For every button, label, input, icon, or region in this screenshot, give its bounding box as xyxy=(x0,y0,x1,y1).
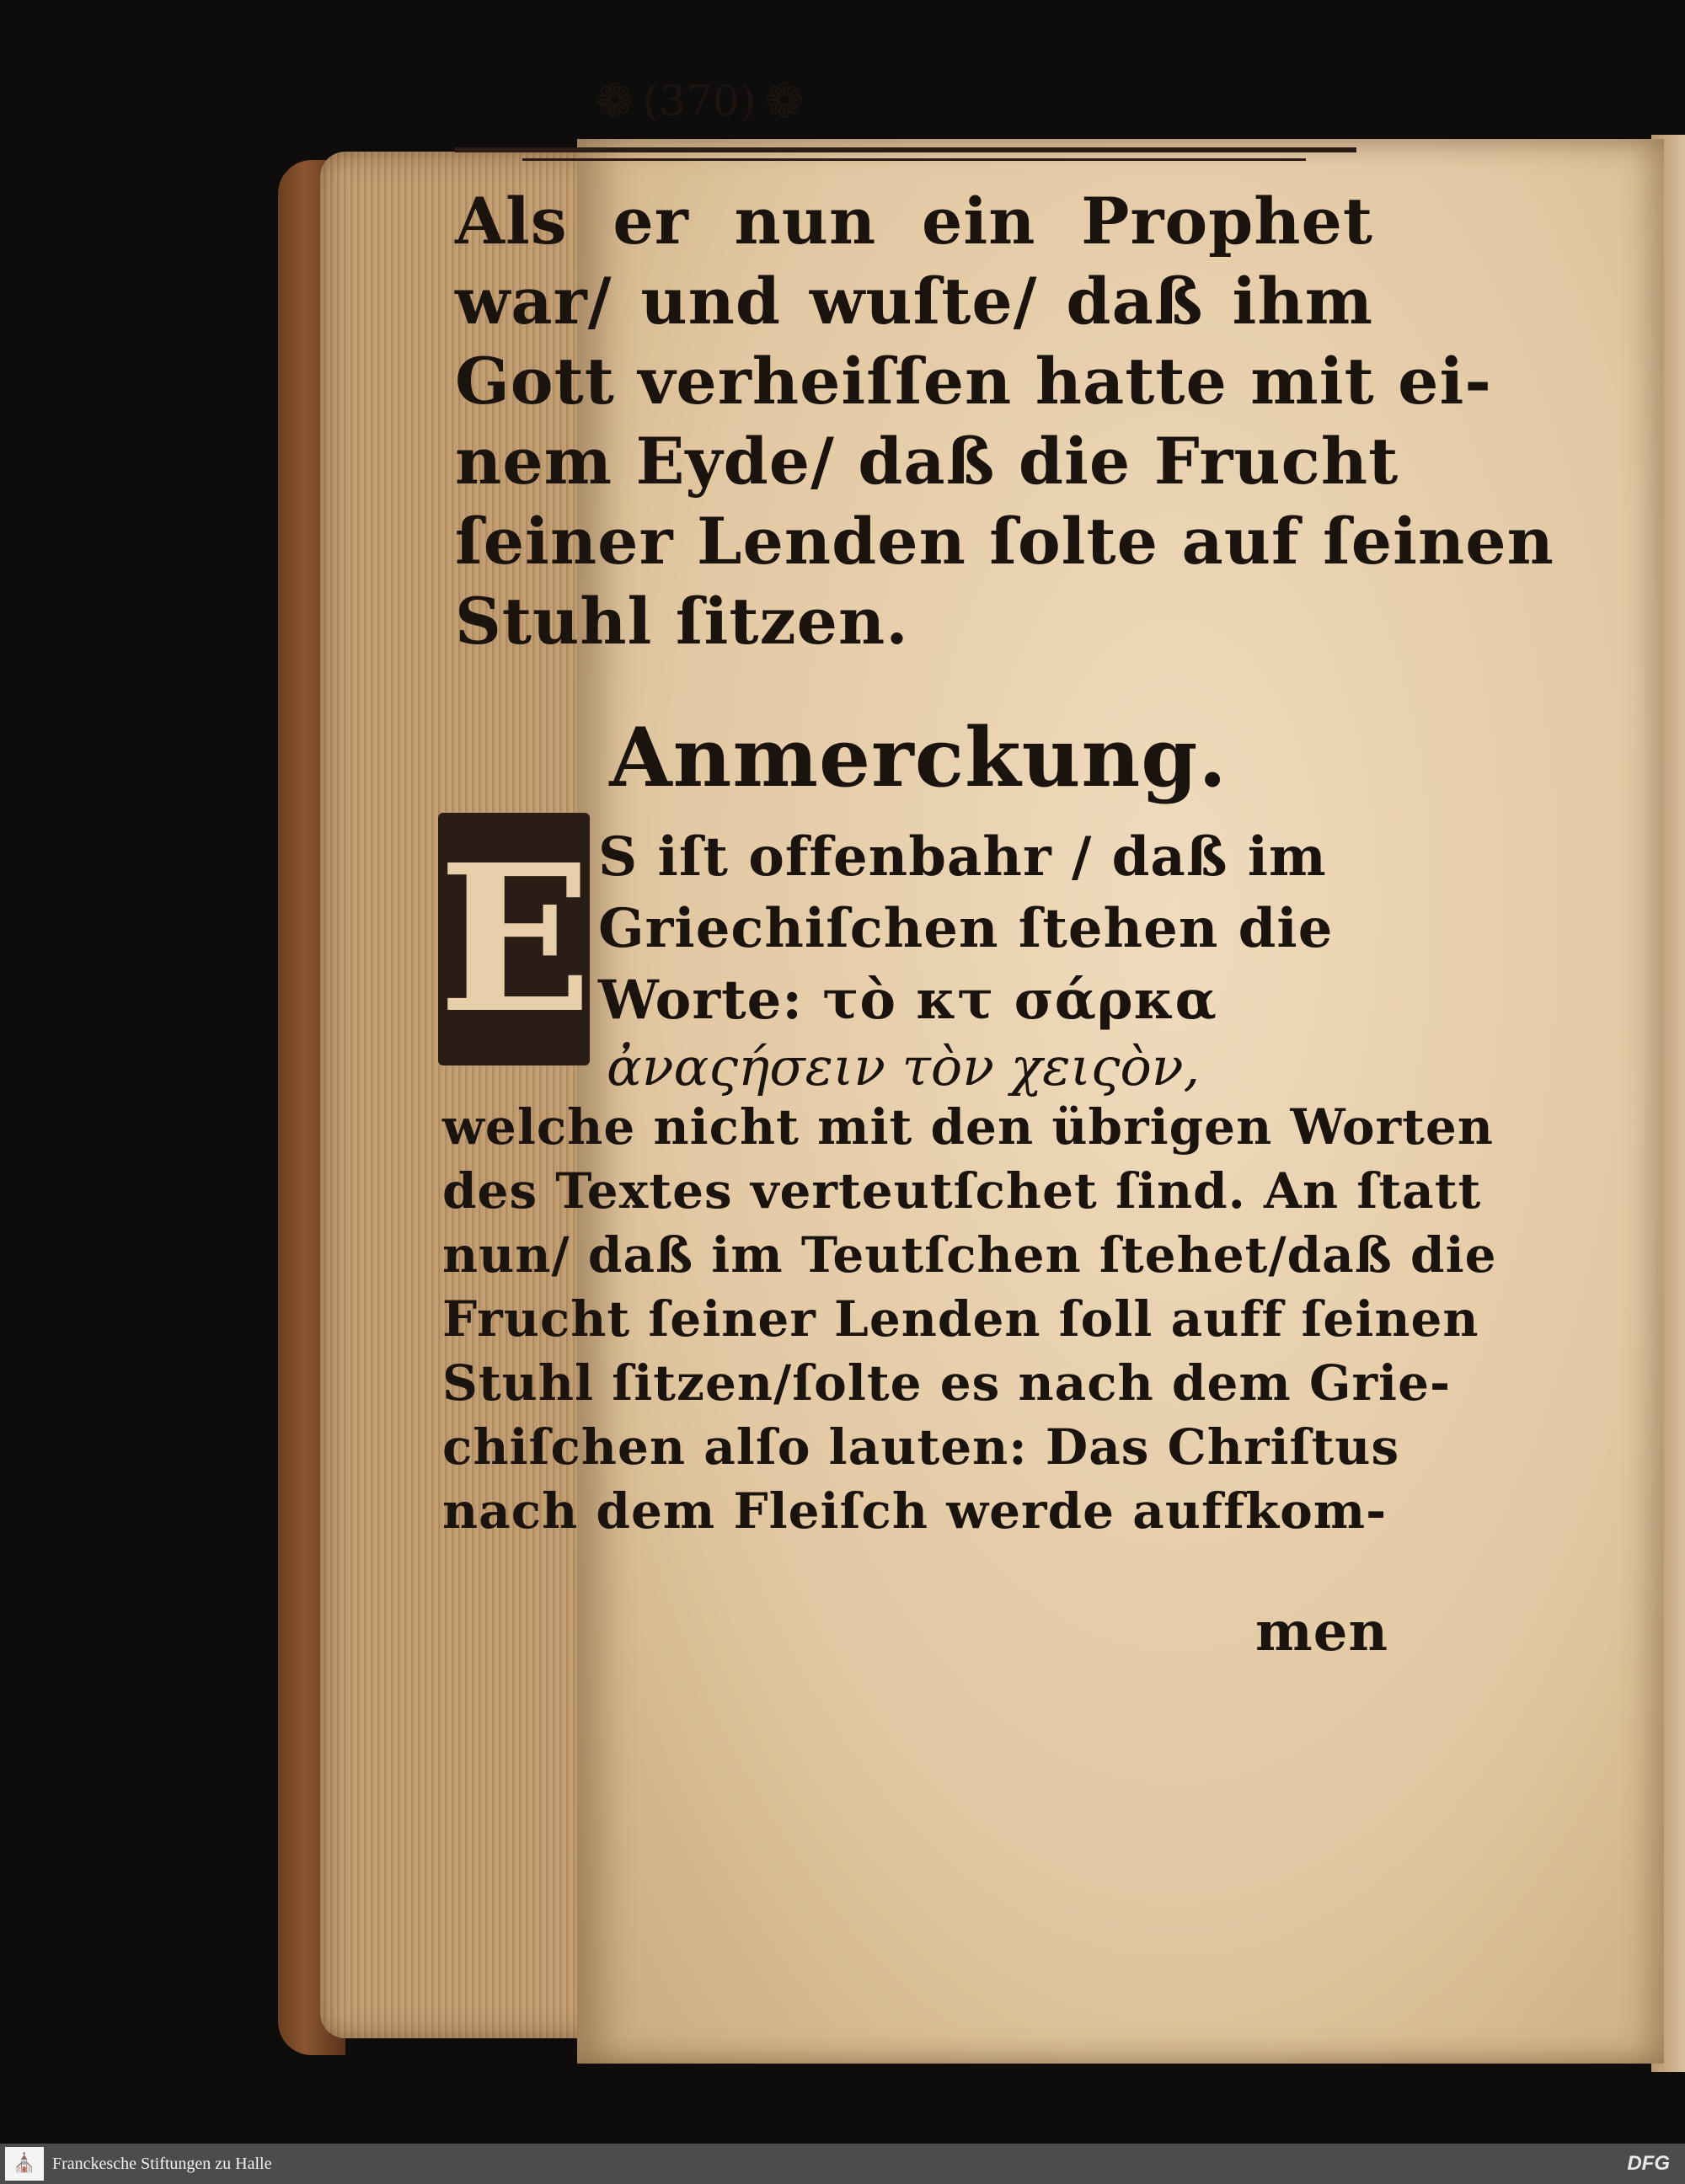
page-header xyxy=(438,72,960,131)
greek-text: ἀναςήσειν τὸν χειςὸν, xyxy=(607,1036,1201,1097)
section-heading: Anmerckung. xyxy=(609,710,1228,805)
ornament-icon: ❁ xyxy=(764,73,805,129)
dfg-logo: DFG xyxy=(1627,2152,1670,2175)
text-line: nun/ daß im Teutſchen ſtehet/daß die xyxy=(442,1226,1497,1284)
initial-text xyxy=(598,821,1373,1036)
text-line: Griechiſchen ſtehen die xyxy=(598,897,1334,960)
text-line: Gott verheiſſen hatte mit ei- xyxy=(455,344,1492,419)
institution-credit xyxy=(5,2147,271,2181)
decorated-initial: E xyxy=(438,813,590,1065)
text-line: nem Eyde/ daß die Frucht xyxy=(455,424,1399,499)
text-line: nach dem Fleiſch werde auffkom- xyxy=(442,1482,1388,1540)
text-line: Stuhl ſitzen/ſolte es nach dem Grie- xyxy=(442,1354,1452,1412)
header-rule-thin xyxy=(522,158,1306,161)
verse-text xyxy=(455,181,1554,661)
institution-name: Franckesche Stiftungen zu Halle xyxy=(52,2154,272,2173)
text-line: ſeiner Lenden ſolte auf ſeinen xyxy=(455,504,1554,579)
building-icon: ⛪ xyxy=(13,2153,36,2174)
page-number: (370) xyxy=(642,77,757,125)
body-text xyxy=(442,1095,1497,1543)
text-line: des Textes verteutſchet ſind. An ſtatt xyxy=(442,1162,1482,1220)
ornament-icon: ❁ xyxy=(594,73,634,129)
text-line: Worte: τὸ κτ σάρκα xyxy=(598,969,1217,1032)
text-line: S iſt offenbahr / daß im xyxy=(598,825,1327,889)
text-line: Stuhl ſitzen. xyxy=(455,584,909,659)
text-line: Als er nun ein Prophet xyxy=(455,184,1373,259)
institution-logo xyxy=(5,2147,44,2181)
text-line: war/ und wuſte/ daß ihm xyxy=(455,264,1373,339)
text-line: Frucht ſeiner Lenden ſoll auff ſeinen xyxy=(442,1290,1479,1348)
header-rule xyxy=(455,147,1356,152)
text-line: welche nicht mit den übrigen Worten xyxy=(442,1098,1494,1156)
catchword: men xyxy=(1255,1600,1388,1663)
text-line: chiſchen alſo lauten: Das Chriſtus xyxy=(442,1418,1400,1476)
footer-bar xyxy=(0,2144,1685,2184)
